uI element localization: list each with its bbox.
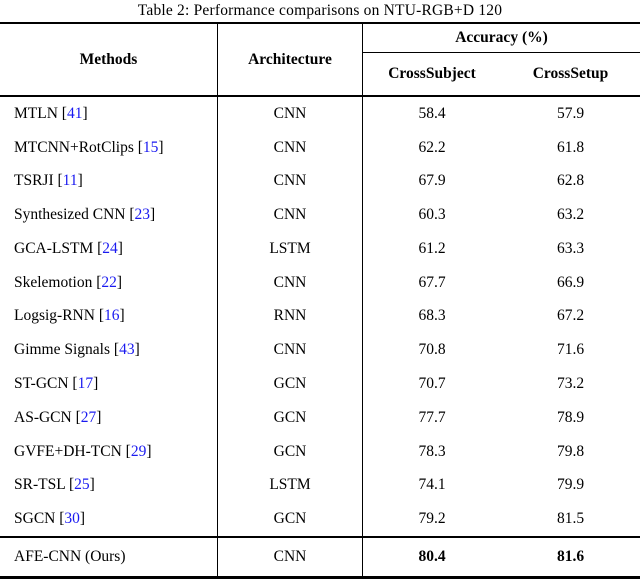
cross-setup-value: 62.8	[556, 172, 585, 190]
cross-subject-value: 68.3	[418, 307, 446, 325]
cross-subject-value: 58.4	[418, 104, 446, 122]
citation-bracket: ]	[146, 442, 152, 460]
architecture-cell: CNN	[218, 333, 363, 367]
method-name: GCA-LSTM [	[14, 239, 103, 257]
citation-bracket: ]	[119, 307, 125, 325]
architecture-cell: CNN	[218, 97, 363, 131]
cross-subject-value: 67.7	[418, 273, 446, 291]
table-row	[0, 131, 640, 165]
table-row	[0, 367, 640, 401]
column-group-accuracy	[363, 24, 640, 95]
method-name: MTCNN+RotClips [	[14, 138, 143, 156]
method-name: TSRJI [	[14, 172, 63, 190]
architecture-cell: GCN	[218, 367, 363, 401]
cross-setup-value: 61.8	[556, 138, 585, 156]
citation-link[interactable]: 22	[101, 273, 117, 291]
table-header	[0, 24, 640, 95]
table-body	[0, 97, 640, 536]
architecture-cell: LSTM	[218, 468, 363, 502]
cross-subject-value: 67.9	[418, 172, 446, 190]
architecture-cell: CNN	[218, 131, 363, 165]
cross-setup-value: 63.2	[556, 206, 585, 224]
citation-bracket: ]	[116, 273, 123, 291]
citation-bracket: ]	[77, 172, 83, 190]
method-name: AS-GCN [	[14, 408, 81, 426]
cross-subject-value: 77.7	[418, 408, 446, 426]
citation-link[interactable]: 27	[80, 408, 97, 426]
architecture-cell: LSTM	[218, 232, 363, 266]
cross-subject-value: 74.1	[418, 476, 446, 494]
column-header-cross-subject: CrossSubject	[388, 65, 476, 82]
method-cell	[0, 468, 218, 502]
cross-setup-value: 81.6	[556, 548, 585, 565]
citation-link[interactable]: 29	[130, 442, 147, 460]
method-cell	[0, 97, 218, 131]
citation-link[interactable]: 30	[64, 510, 80, 528]
citation-bracket: ]	[79, 510, 86, 528]
architecture-cell: RNN	[218, 300, 363, 334]
cross-setup-value: 78.9	[556, 408, 585, 426]
citation-link[interactable]: 16	[103, 307, 120, 325]
table-row	[0, 165, 640, 199]
citation-bracket: ]	[93, 375, 99, 392]
citation-link[interactable]: 15	[142, 138, 159, 156]
method-cell	[0, 232, 218, 266]
method-cell	[0, 300, 218, 334]
method-cell	[0, 333, 218, 367]
architecture-cell: GCN	[218, 435, 363, 469]
cross-setup-value: 57.9	[556, 104, 585, 122]
method-cell	[0, 401, 218, 435]
method-name: Synthesized CNN [	[14, 206, 135, 224]
citation-link[interactable]: 23	[134, 206, 151, 224]
method-name: Gimme Signals [	[14, 341, 120, 359]
table-caption: Table 2: Performance comparisons on NTU-RGB+D 120	[137, 2, 503, 19]
citation-bracket: ]	[117, 239, 123, 257]
cross-subject-value: 62.2	[418, 138, 446, 156]
table-row	[0, 435, 640, 469]
table-row	[0, 300, 640, 334]
architecture-cell: CNN	[218, 198, 363, 232]
table-footer-row	[0, 538, 640, 576]
method-cell: AFE-CNN (Ours)	[0, 538, 218, 576]
cross-setup-value: 71.6	[556, 341, 585, 359]
table-row	[0, 468, 640, 502]
column-header-accuracy: Accuracy (%)	[363, 24, 640, 53]
method-name: Logsig-RNN [	[14, 307, 104, 325]
architecture-cell: GCN	[218, 401, 363, 435]
cross-setup-value: 66.9	[556, 273, 585, 291]
cross-subject-value: 70.7	[418, 375, 446, 392]
citation-link[interactable]: 43	[119, 341, 135, 359]
architecture-cell: CNN	[218, 538, 363, 576]
method-name: Skelemotion [	[14, 273, 102, 291]
method-cell	[0, 502, 218, 536]
citation-link[interactable]: 25	[74, 476, 90, 494]
table-row	[0, 97, 640, 131]
cross-setup-value: 79.9	[556, 476, 585, 494]
method-name: SR-TSL [	[14, 476, 75, 494]
table-row	[0, 198, 640, 232]
method-name: GVFE+DH-TCN [	[14, 442, 131, 460]
citation-link[interactable]: 24	[102, 239, 118, 257]
architecture-cell: GCN	[218, 502, 363, 536]
citation-bracket: ]	[150, 206, 156, 224]
cross-setup-value: 63.3	[556, 239, 585, 257]
table-row	[0, 401, 640, 435]
method-cell	[0, 131, 218, 165]
citation-link[interactable]: 11	[62, 172, 78, 190]
cross-subject-value: 78.3	[418, 442, 446, 460]
cross-subject-value: 79.2	[418, 510, 446, 528]
cross-subject-value: 70.8	[418, 341, 446, 359]
citation-bracket: ]	[89, 476, 95, 494]
bottom-rule	[0, 576, 640, 579]
column-header-cross-setup: CrossSetup	[532, 65, 609, 82]
cross-setup-value: 79.8	[556, 442, 585, 460]
method-cell	[0, 165, 218, 199]
method-cell	[0, 435, 218, 469]
cross-subject-value: 60.3	[418, 206, 446, 224]
architecture-cell: CNN	[218, 165, 363, 199]
architecture-cell: CNN	[218, 266, 363, 300]
column-header-architecture: Architecture	[218, 24, 363, 95]
table-row	[0, 333, 640, 367]
method-name: ST-GCN [	[14, 375, 78, 392]
citation-bracket: ]	[134, 341, 140, 359]
table-row	[0, 502, 640, 536]
citation-bracket: ]	[158, 138, 164, 156]
table-row	[0, 266, 640, 300]
cross-subject-value: 80.4	[418, 548, 446, 565]
method-cell	[0, 266, 218, 300]
cross-setup-value: 73.2	[556, 375, 585, 392]
method-name: SGCN [	[14, 510, 65, 528]
method-cell	[0, 367, 218, 401]
table-row	[0, 232, 640, 266]
citation-link[interactable]: 41	[66, 104, 83, 122]
citation-link[interactable]: 17	[77, 375, 94, 392]
cross-setup-value: 67.2	[556, 307, 585, 325]
citation-bracket: ]	[82, 104, 88, 122]
cross-subject-value: 61.2	[418, 239, 446, 257]
method-name: MTLN [	[14, 104, 67, 122]
column-header-methods: Methods	[0, 24, 218, 95]
citation-bracket: ]	[96, 408, 102, 426]
method-cell	[0, 198, 218, 232]
cross-setup-value: 81.5	[556, 510, 585, 528]
